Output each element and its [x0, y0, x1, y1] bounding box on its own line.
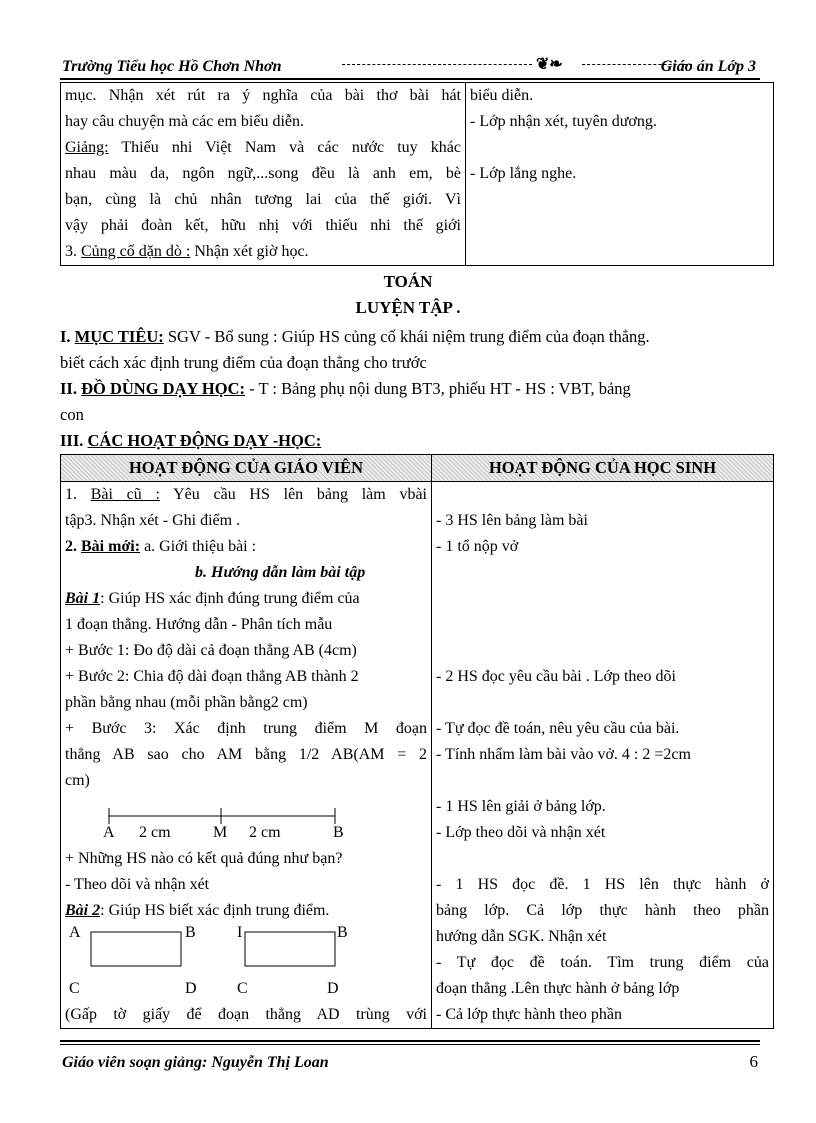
- point-label: A: [103, 824, 115, 841]
- text-line: phần bằng nhau (mỗi phần bằng2 cm): [65, 694, 308, 711]
- point-label: B: [185, 924, 196, 941]
- text-line: - 2 HS đọc yêu cầu bài . Lớp theo dõi: [436, 668, 676, 685]
- school-name: Trường Tiểu học Hồ Chơn Nhơn: [62, 58, 282, 75]
- text-line: - 1 HS đọc đề. 1 HS lên thực hành ở: [436, 876, 769, 893]
- text-line: [436, 846, 769, 872]
- text-line: + Bước 2: Chia độ dài đoạn thẳng AB thành 2: [65, 668, 359, 685]
- text-line: Yêu cầu HS lên bảng làm vbài: [159, 486, 428, 503]
- footer-rule-thin: [60, 1044, 760, 1045]
- text-line: đoạn thẳng .Lên thực hành ở bảng lớp: [436, 980, 680, 997]
- giang-label: Giảng:: [65, 139, 109, 156]
- teacher-header: HOẠT ĐỘNG CỦA GIÁO VIÊN: [61, 455, 432, 482]
- header-rule: [60, 78, 760, 80]
- text-line: vậy phải đoàn kết, hữu nhị với thiếu nhi thế giới: [65, 217, 461, 234]
- text-line: [436, 768, 769, 794]
- text-line: [436, 612, 769, 638]
- point-label: D: [185, 980, 197, 997]
- subsection-heading: b. Hướng dẫn làm bài tập: [195, 564, 366, 581]
- text-line: cm): [65, 772, 90, 789]
- text-line: : Giúp HS xác định đúng trung điểm của: [100, 590, 360, 607]
- muc-tieu-section: [60, 324, 772, 376]
- text-line: + Những HS nào có kết quả đúng như bạn?: [65, 850, 343, 867]
- text-line: - Lớp theo dõi và nhận xét: [436, 824, 606, 841]
- text-line: (Gấp tờ giấy để đoạn thẳng AD trùng với: [65, 1006, 427, 1023]
- hoat-dong-section: [60, 428, 772, 454]
- text-line: + Bước 3: Xác định trung điểm M đoạn: [65, 720, 427, 737]
- text-line: : Giúp HS biết xác định trung điểm.: [100, 902, 330, 919]
- point-label: A: [69, 924, 81, 941]
- point-label: M: [213, 824, 228, 841]
- point-label: D: [327, 980, 339, 997]
- student-column: [466, 83, 774, 266]
- activities-table: [60, 454, 774, 1029]
- text-line: - Theo dõi và nhận xét: [65, 876, 210, 893]
- text-line: biểu diễn.: [470, 87, 534, 104]
- point-label: C: [69, 980, 80, 997]
- text-line: [436, 690, 769, 716]
- section-text: - T : Bảng phụ nội dung BT3, phiếu HT - HS : VBT, bảng: [245, 379, 631, 398]
- text-line: hướng dẫn SGK. Nhận xét: [436, 928, 607, 945]
- page-header: [62, 56, 758, 78]
- student-header: HOẠT ĐỘNG CỦA HỌC SINH: [432, 455, 774, 482]
- text-line: Nhận xét giờ học.: [190, 243, 309, 260]
- point-label: I: [237, 924, 243, 941]
- point-label: C: [237, 980, 248, 997]
- length-label: 2 cm: [249, 824, 281, 841]
- text-line: [436, 586, 769, 612]
- cungco-label: Củng cố dặn dò :: [81, 243, 191, 260]
- rectangles: [65, 924, 365, 976]
- text-line: [436, 638, 769, 664]
- bai-moi-label: Bài mới:: [81, 538, 141, 555]
- section-text: biết cách xác định trung điểm của đoạn thẳng cho trước: [60, 353, 427, 372]
- text-line: - Tính nhẩm làm bài vào vở. 4 : 2 =2cm: [436, 746, 691, 763]
- header-grade: Giáo án Lớp 3: [660, 58, 756, 75]
- step-num: 2.: [65, 538, 81, 555]
- text-line: a. Giới thiệu bài :: [140, 538, 257, 555]
- header-dash-left: [342, 64, 532, 65]
- segment-diagram: [65, 794, 427, 846]
- teacher-column: [61, 83, 466, 266]
- footer-teacher: Giáo viên soạn giảng: Nguyễn Thị Loan: [62, 1054, 329, 1071]
- bai1-label: Bài 1: [65, 590, 101, 607]
- text-line: - Tự đọc đề toán, nêu yêu cầu của bài.: [436, 720, 680, 737]
- text-line: [436, 560, 769, 586]
- text-line: - 1 HS lên giải ở bảng lớp.: [436, 798, 606, 815]
- text-line: bảng lớp. Cả lớp thực hành theo phần: [436, 902, 769, 919]
- text-line: - Tự đọc đề toán. Tìm trung điểm của: [436, 954, 769, 971]
- bai2-label: Bài 2: [65, 902, 101, 919]
- text-line: + Bước 1: Đo độ dài cả đoạn thẳng AB (4cm): [65, 642, 357, 659]
- section-label: ĐỒ DÙNG DẠY HỌC:: [81, 379, 246, 398]
- lesson-title: LUYỆN TẬP .: [355, 298, 461, 317]
- text-line: nhau màu da, ngôn ngữ,...song đều là anh em, bè: [65, 165, 461, 182]
- footer-rule: [60, 1040, 760, 1042]
- page-number: 6: [749, 1052, 758, 1071]
- rect-bottom-labels: [65, 976, 427, 1002]
- section-label: MỤC TIÊU:: [74, 327, 164, 346]
- text-line: bạn, cùng là chủ nhân tương lai của thế giới. Vì: [65, 191, 461, 208]
- continuation-table: [60, 82, 774, 266]
- do-dung-section: [60, 376, 772, 428]
- cungco-num: 3.: [65, 243, 81, 260]
- point-label: B: [337, 924, 348, 941]
- section-num: II.: [60, 379, 82, 398]
- step-num: 1.: [65, 486, 91, 503]
- section-num: III.: [60, 431, 88, 450]
- text-line: thẳng AB sao cho AM bằng 1/2 AB(AM = 2: [65, 746, 427, 763]
- bai-cu-label: Bài cũ :: [90, 486, 160, 503]
- section-num: I.: [60, 327, 75, 346]
- section-text: SGV - Bổ sung : Giúp HS củng cố khái niệm trung điểm của đoạn thẳng.: [163, 327, 650, 346]
- text-line: 1 đoạn thẳng. Hướng dẫn - Phân tích mẫu: [65, 616, 333, 633]
- text-line: [470, 135, 769, 161]
- section-label: CÁC HOẠT ĐỘNG DẠY -HỌC:: [87, 431, 322, 450]
- rectangle-diagram: [65, 924, 427, 976]
- text-line: - Cả lớp thực hành theo phần: [436, 1006, 622, 1023]
- text-line: hay câu chuyện mà các em biểu diễn.: [65, 113, 304, 130]
- text-line: - Lớp nhận xét, tuyên dương.: [470, 113, 657, 130]
- text-line: - 1 tổ nộp vở: [436, 538, 519, 555]
- point-label: B: [333, 824, 344, 841]
- subject-title: TOÁN: [383, 272, 433, 291]
- text-line: tập3. Nhận xét - Ghi điểm .: [65, 512, 241, 529]
- text-line: Thiếu nhi Việt Nam và các nước tuy khác: [121, 139, 461, 156]
- teacher-column: [61, 482, 432, 1029]
- section-text: con: [60, 405, 84, 424]
- text-line: - 3 HS lên bảng làm bài: [436, 512, 588, 529]
- book-ornament-icon: ❦❧: [536, 56, 563, 73]
- student-column: [432, 482, 774, 1029]
- text-line: mục. Nhận xét rút ra ý nghĩa của bài thơ bài hát: [65, 87, 461, 104]
- text-line: [436, 482, 769, 508]
- text-line: - Lớp lắng nghe.: [470, 165, 577, 182]
- length-label: 2 cm: [139, 824, 171, 841]
